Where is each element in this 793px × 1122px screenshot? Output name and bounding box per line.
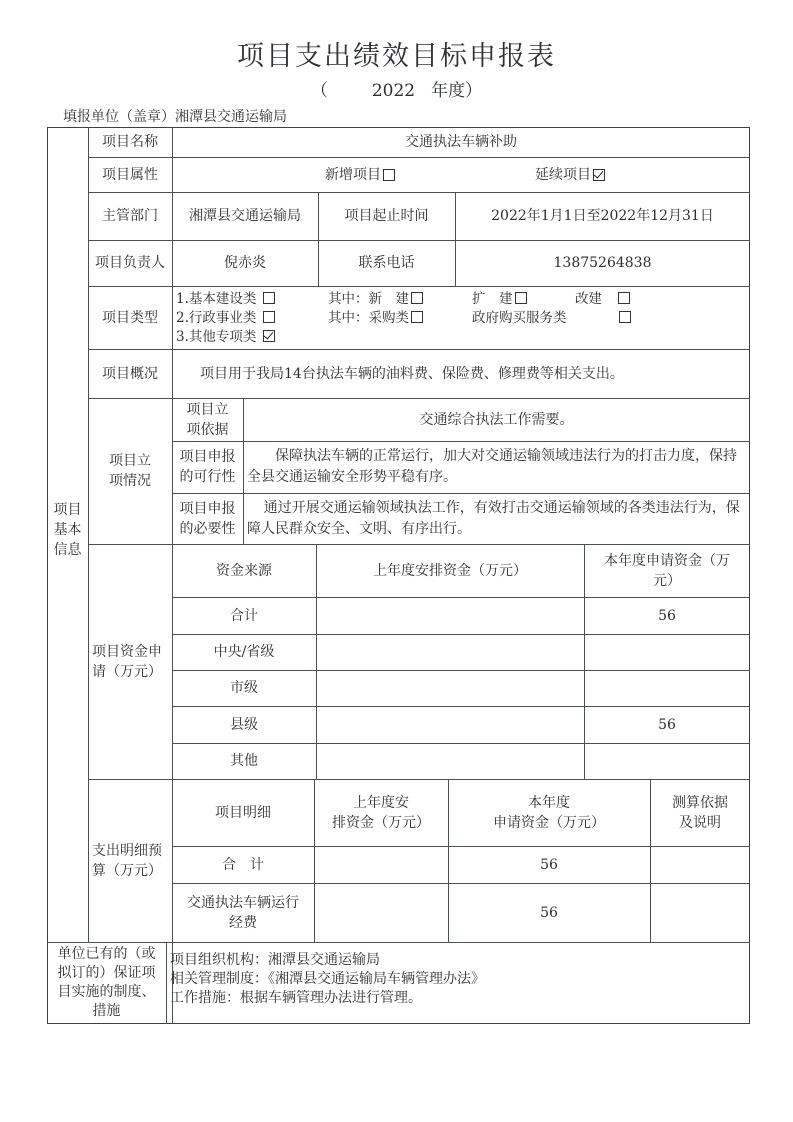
expense-last-year [314, 846, 448, 883]
type-row-1-sub1 [328, 290, 423, 308]
guarantee-line-system: 相关管理制度：《湘潭县交通运输局车辆管理办法》 [170, 971, 485, 987]
expense-basis [650, 883, 750, 942]
type-row-2 [176, 309, 275, 327]
funding-this-year [584, 670, 750, 706]
guarantee-content [170, 951, 745, 1008]
phone-value: 13875264838 [553, 255, 652, 271]
type-other-special: 3.其他专项类 [176, 329, 257, 345]
type-basic-construction: 1.基本建设类 [176, 291, 257, 307]
funding-this-year [584, 743, 750, 779]
feasibility-value: 保障执法车辆的正常运行，加大对交通运输领域违法行为的打击力度，保持全县交通运输安全形势平稳有序。 [247, 448, 737, 485]
project-name-label: 项目名称 [102, 134, 158, 150]
funding-source: 县级 [230, 716, 258, 733]
year-line [0, 76, 793, 101]
type-sub-gov-service: 政府购买服务类 [472, 310, 567, 326]
feasibility-label: 项目申报 的可行性 [179, 449, 236, 485]
guarantee-line-org: 项目组织机构：湘潭县交通运输局 [170, 952, 380, 968]
type-administrative: 2.行政事业类 [176, 310, 257, 326]
funding-source: 市级 [230, 680, 258, 696]
year-value: 2022 [371, 81, 416, 101]
year-open-paren: （ [310, 81, 328, 101]
type-row-3 [176, 328, 275, 346]
dept-label: 主管部门 [102, 208, 158, 224]
checkbox-checked-icon[interactable] [593, 169, 605, 181]
year-suffix: 年度） [431, 81, 483, 101]
funding-last-year [316, 706, 584, 743]
funding-source: 中央/省级 [213, 644, 275, 660]
overview-label: 项目概况 [102, 365, 158, 382]
type-row-2-sub1 [328, 309, 423, 327]
expense-header-item: 项目明细 [215, 804, 271, 821]
type-sub-procurement: 其中：采购类 [328, 310, 409, 326]
period-value: 2022年1月1日至2022年12月31日 [491, 208, 714, 224]
reporting-unit: 填报单位（盖章）湘潭县交通运输局 [63, 109, 287, 125]
type-sub-expand: 扩 建 [472, 291, 513, 307]
type-row-1-sub2 [472, 290, 527, 308]
owner-label: 项目负责人 [95, 255, 165, 271]
expense-header-last-year: 上年度安 排资金（万元） [332, 794, 430, 831]
funding-this-year: 56 [658, 716, 676, 733]
funding-last-year [316, 743, 584, 779]
expense-label: 支出明细预 算（万元） [92, 842, 162, 879]
owner-value: 倪赤炎 [224, 255, 266, 271]
dept-value: 湘潭县交通运输局 [189, 208, 301, 224]
type-sub-new-build: 其中：新 建 [328, 291, 409, 307]
project-name-value: 交通执法车辆补助 [405, 134, 517, 150]
checkbox-icon[interactable] [411, 292, 423, 304]
attribute-option-new[interactable] [300, 157, 420, 192]
funding-header-this-year: 本年度申请资金（万 元） [604, 552, 730, 589]
funding-source: 其他 [230, 753, 258, 769]
basic-info-group-label: 项目 基本 信息 [53, 502, 82, 558]
funding-header-source: 资金来源 [216, 562, 272, 579]
checkbox-icon[interactable] [411, 311, 423, 323]
checkbox-icon[interactable] [619, 311, 631, 323]
expense-header-basis: 测算依据 及说明 [672, 794, 728, 831]
guarantee-label: 单位已有的（或 拟订的）保证项 目实施的制度、 措施 [57, 946, 156, 1019]
checkbox-icon[interactable] [263, 292, 275, 304]
expense-item: 合 计 [222, 856, 264, 873]
checkbox-icon[interactable] [383, 169, 395, 181]
basis-value: 交通综合执法工作需要。 [419, 411, 574, 428]
basis-label: 项目立 项依据 [186, 401, 229, 438]
overview-value: 项目用于我局14台执法车辆的油料费、保险费、修理费等相关支出。 [200, 365, 624, 382]
funding-label: 项目资金申 请（万元） [92, 643, 162, 680]
funding-last-year [316, 670, 584, 706]
expense-last-year [314, 883, 448, 942]
type-row-1-sub3 [575, 290, 630, 308]
page-title: 项目支出绩效目标申报表 [237, 41, 556, 72]
period-label: 项目起止时间 [344, 208, 429, 224]
checkbox-icon[interactable] [515, 292, 527, 304]
funding-last-year [316, 634, 584, 670]
project-type-label: 项目类型 [102, 309, 158, 326]
type-row-1 [176, 290, 275, 308]
expense-this-year: 56 [540, 856, 558, 873]
checkbox-icon[interactable] [263, 311, 275, 323]
attribute-new-label: 新增项目 [325, 166, 381, 183]
necessity-value: 通过开展交通运输领域执法工作，有效打击交通运输领域的各类违法行为，保障人民群众安全、文明、有序出行。 [247, 500, 740, 537]
necessity-label: 项目申报 的必要性 [179, 500, 236, 537]
phone-label: 联系电话 [358, 255, 415, 271]
guarantee-line-measures: 工作措施：根据车辆管理办法进行管理。 [170, 990, 422, 1006]
attribute-option-continue[interactable] [510, 157, 630, 192]
funding-header-last-year: 上年度安排资金（万元） [373, 562, 527, 579]
funding-this-year: 56 [658, 607, 676, 624]
attribute-continue-label: 延续项目 [535, 166, 591, 183]
type-row-2-sub2 [472, 309, 631, 327]
expense-item: 交通执法车辆运行 经费 [187, 894, 299, 931]
funding-this-year [584, 634, 750, 670]
expense-basis [650, 846, 750, 883]
checkbox-checked-icon[interactable] [263, 330, 275, 342]
expense-this-year: 56 [540, 904, 558, 921]
funding-source: 合计 [230, 607, 258, 624]
checkbox-icon[interactable] [618, 292, 630, 304]
funding-last-year [316, 597, 584, 634]
expense-header-this-year: 本年度 申请资金（万元） [493, 794, 605, 831]
type-sub-rebuild: 改建 [575, 291, 602, 307]
project-attribute-label: 项目属性 [102, 166, 158, 183]
establishment-label: 项目立 项情况 [109, 453, 151, 489]
